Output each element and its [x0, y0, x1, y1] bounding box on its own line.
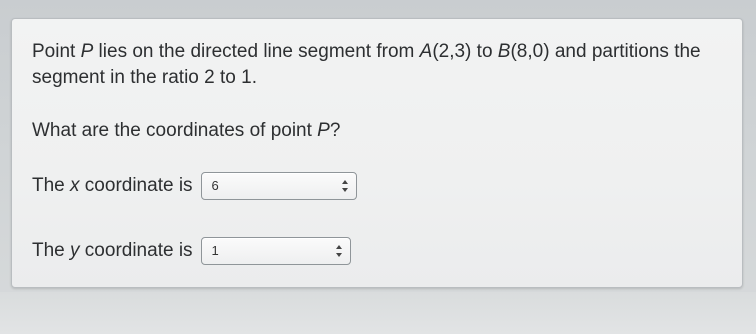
arrow-down-icon [336, 253, 342, 257]
x-coordinate-label [32, 174, 193, 198]
question-text-part: lies on the directed line segment from [93, 41, 420, 62]
variable-y: y [70, 240, 80, 261]
up-down-arrows-icon [335, 245, 343, 257]
up-down-arrows-icon [341, 180, 349, 192]
y-selected-value: 1 [211, 243, 219, 258]
x-selected-value: 6 [211, 178, 219, 193]
variable-p: P [80, 41, 94, 62]
variable-a: A [419, 41, 433, 62]
arrow-down-icon [342, 188, 348, 192]
arrow-up-icon [342, 180, 348, 184]
variable-b: B [497, 41, 511, 62]
variable-p: P [317, 120, 330, 141]
y-coordinate-select[interactable] [201, 237, 351, 265]
prompt-text [32, 119, 340, 143]
question-text [32, 39, 732, 91]
question-text-part: Point [32, 41, 81, 62]
arrow-up-icon [336, 245, 342, 249]
label-part: The [32, 175, 71, 196]
variable-x: x [70, 175, 80, 196]
question-text-part: to [471, 41, 498, 62]
y-coordinate-label [32, 239, 193, 263]
label-part: coordinate is [79, 175, 193, 196]
prompt-text-end: ? [329, 120, 341, 141]
screen-background [0, 292, 756, 334]
y-coordinate-row [32, 237, 351, 265]
label-part: The [32, 240, 71, 261]
question-text-part: and partitions the segment in the ratio 2 to 1. [32, 41, 701, 88]
point-b-coords: (8,0) [510, 41, 550, 62]
point-a-coords: (2,3) [432, 41, 472, 62]
question-card [11, 18, 743, 288]
x-coordinate-row [32, 172, 357, 200]
prompt-text-part: What are the coordinates of point [32, 120, 318, 141]
label-part: coordinate is [79, 240, 193, 261]
x-coordinate-select[interactable] [201, 172, 357, 200]
